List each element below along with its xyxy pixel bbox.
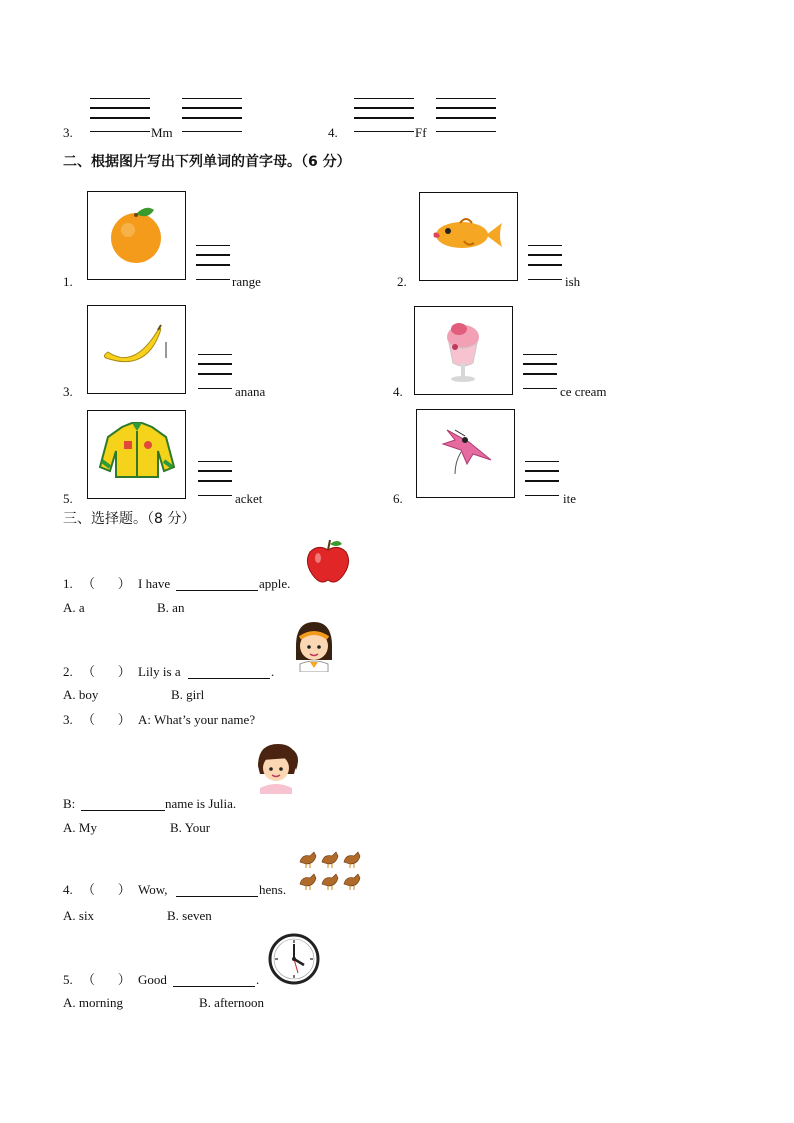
answer-blank[interactable] (176, 590, 258, 591)
item-number: 1. (63, 274, 73, 289)
answer-parentheses[interactable]: （ ） (82, 712, 131, 727)
writing-lines[interactable] (196, 245, 230, 281)
picture-frame (87, 410, 186, 499)
question-text: . (271, 664, 275, 679)
girl-icon (290, 620, 338, 672)
writing-lines[interactable] (198, 354, 232, 390)
picture-frame (414, 306, 513, 395)
question-text: Wow, (138, 882, 168, 897)
question-text: B: (63, 796, 76, 811)
option-a[interactable]: A. morning (63, 995, 123, 1010)
kite-icon (417, 410, 514, 497)
answer-blank[interactable] (188, 678, 270, 679)
question-text: name is Julia. (165, 796, 237, 811)
answer-blank[interactable] (81, 810, 165, 811)
word-suffix: acket (235, 491, 263, 506)
word-suffix: ite (563, 491, 576, 506)
julia-icon (252, 742, 302, 794)
question-number: 2. (63, 664, 73, 679)
letter-pair: Mm (151, 125, 173, 140)
hens-icon (298, 848, 362, 892)
writing-lines[interactable] (90, 98, 150, 134)
writing-lines[interactable] (523, 354, 557, 390)
option-a[interactable]: A. My (63, 820, 97, 835)
answer-parentheses[interactable]: （ ） (82, 664, 131, 679)
picture-frame (419, 192, 518, 281)
question-number: 3. (63, 712, 73, 727)
item-number: 2. (397, 274, 407, 289)
question-text: . (256, 972, 260, 987)
word-suffix: ce cream (560, 384, 607, 399)
question-text: hens. (259, 882, 287, 897)
writing-lines[interactable] (436, 98, 496, 134)
item-number: 6. (393, 491, 403, 506)
option-b[interactable]: B. seven (167, 908, 212, 923)
fish-icon (420, 193, 517, 280)
banana-icon (88, 306, 185, 393)
jacket-icon (88, 411, 185, 498)
option-b[interactable]: B. afternoon (199, 995, 264, 1010)
writing-lines[interactable] (528, 245, 562, 281)
picture-frame (87, 305, 186, 394)
picture-frame (87, 191, 186, 280)
apple-icon (306, 538, 350, 584)
item-number: 4. (393, 384, 403, 399)
question-number: 5. (63, 972, 73, 987)
letter-pair: Ff (415, 125, 427, 140)
option-a[interactable]: A. six (63, 908, 95, 923)
question-number: 1. (63, 576, 73, 591)
option-b[interactable]: B. girl (171, 687, 205, 702)
item-number: 3. (63, 384, 73, 399)
ice-cream-icon (415, 307, 512, 394)
option-b[interactable]: B. an (157, 600, 185, 615)
item-number: 3. (63, 125, 73, 140)
section-3-title: 三、选择题。（8 分） (63, 511, 196, 527)
question-text: I have (138, 576, 171, 591)
answer-parentheses[interactable]: （ ） (82, 972, 131, 987)
writing-lines[interactable] (198, 461, 232, 497)
answer-parentheses[interactable]: （ ） (82, 882, 131, 897)
option-b[interactable]: B. Your (170, 820, 211, 835)
writing-lines[interactable] (525, 461, 559, 497)
option-a[interactable]: A. boy (63, 687, 99, 702)
section-2-title: 二、根据图片写出下列单词的首字母。（6 分） (63, 154, 351, 170)
item-number: 5. (63, 491, 73, 506)
orange-icon (88, 192, 185, 279)
question-number: 4. (63, 882, 73, 897)
answer-blank[interactable] (176, 896, 258, 897)
question-text: apple. (259, 576, 291, 591)
item-number: 4. (328, 125, 338, 140)
question-text: Good (138, 972, 167, 987)
word-suffix: range (232, 274, 261, 289)
clock-icon (268, 933, 320, 985)
word-suffix: ish (565, 274, 581, 289)
answer-blank[interactable] (173, 986, 255, 987)
picture-frame (416, 409, 515, 498)
question-text: Lily is a (138, 664, 181, 679)
answer-parentheses[interactable]: （ ） (82, 576, 131, 591)
option-a[interactable]: A. a (63, 600, 85, 615)
question-text: A: What’s your name? (138, 712, 256, 727)
writing-lines[interactable] (354, 98, 414, 134)
word-suffix: anana (235, 384, 266, 399)
writing-lines[interactable] (182, 98, 242, 134)
